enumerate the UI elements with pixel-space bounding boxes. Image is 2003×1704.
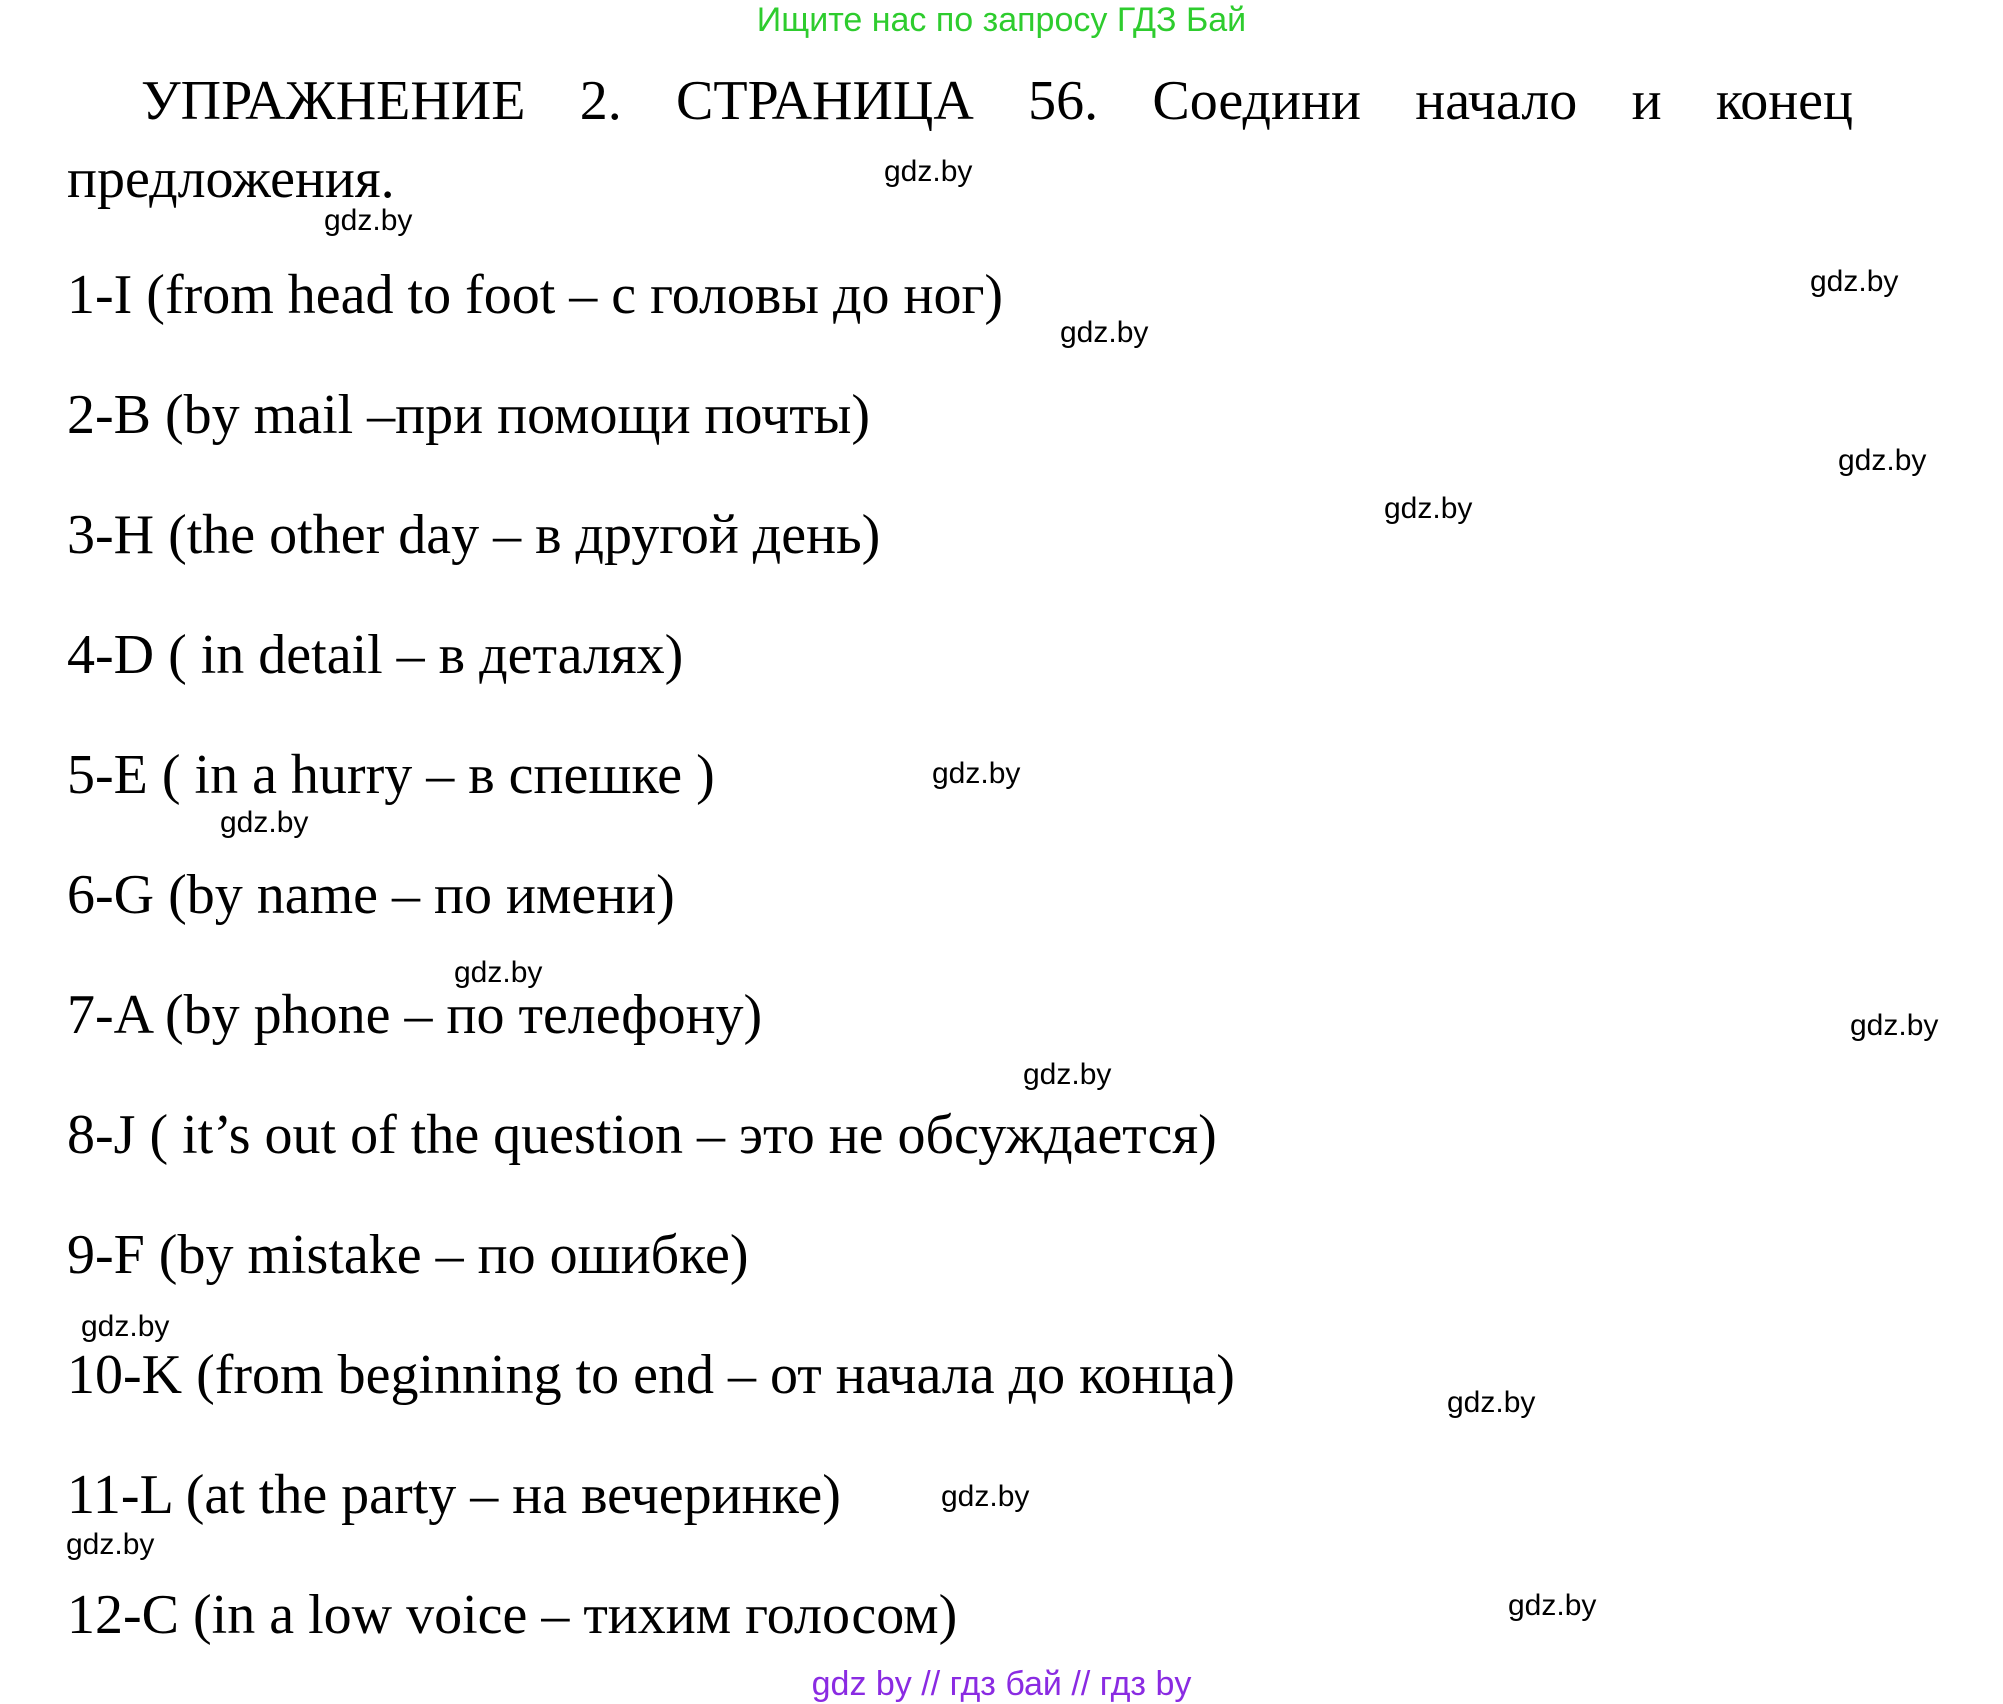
watermark: gdz.by: [1838, 444, 1927, 477]
top-banner: Ищите нас по запросу ГДЗ Бай: [756, 1, 1247, 39]
answer-line-9: 9-F (by mistake – по ошибке): [67, 1224, 749, 1286]
watermark: gdz.by: [1850, 1009, 1939, 1042]
watermark: gdz.by: [454, 956, 543, 989]
watermark: gdz.by: [1447, 1386, 1536, 1419]
watermark: gdz.by: [941, 1480, 1030, 1513]
exercise-heading: УПРАЖНЕНИЕ 2. СТРАНИЦА 56. Соедини начало и конец предложения.: [67, 70, 1853, 210]
answer-line-8: 8-J ( it’s out of the question – это не обсуждается): [67, 1104, 1217, 1166]
watermark: gdz.by: [1023, 1058, 1112, 1091]
watermark: gdz.by: [1508, 1589, 1597, 1622]
answer-line-7: 7-A (by phone – по телефону): [67, 984, 763, 1046]
watermark: gdz.by: [81, 1310, 170, 1343]
answer-line-6: 6-G (by name – по имени): [67, 864, 675, 926]
answer-line-3: 3-H (the other day – в другой день): [67, 504, 881, 566]
answer-line-12: 12-C (in a low voice – тихим голосом): [67, 1584, 958, 1646]
answer-line-1: 1-I (from head to foot – с головы до ног): [67, 264, 1004, 326]
answer-line-11: 11-L (at the party – на вечеринке): [67, 1464, 841, 1526]
watermark: gdz.by: [884, 155, 973, 188]
watermark: gdz.by: [220, 806, 309, 839]
watermark: gdz.by: [932, 757, 1021, 790]
watermark: gdz.by: [1384, 492, 1473, 525]
footer-links: gdz by // гдз бай // гдз by: [811, 1665, 1192, 1703]
watermark: gdz.by: [324, 204, 413, 237]
answer-line-4: 4-D ( in detail – в деталях): [67, 624, 684, 686]
watermark: gdz.by: [1060, 316, 1149, 349]
watermark: gdz.by: [1810, 265, 1899, 298]
watermark: gdz.by: [66, 1528, 155, 1561]
answer-line-5: 5-E ( in a hurry – в спешке ): [67, 744, 715, 806]
answer-line-2: 2-B (by mail –при помощи почты): [67, 384, 870, 446]
answer-line-10: 10-K (from beginning to end – от начала до конца): [67, 1344, 1235, 1406]
